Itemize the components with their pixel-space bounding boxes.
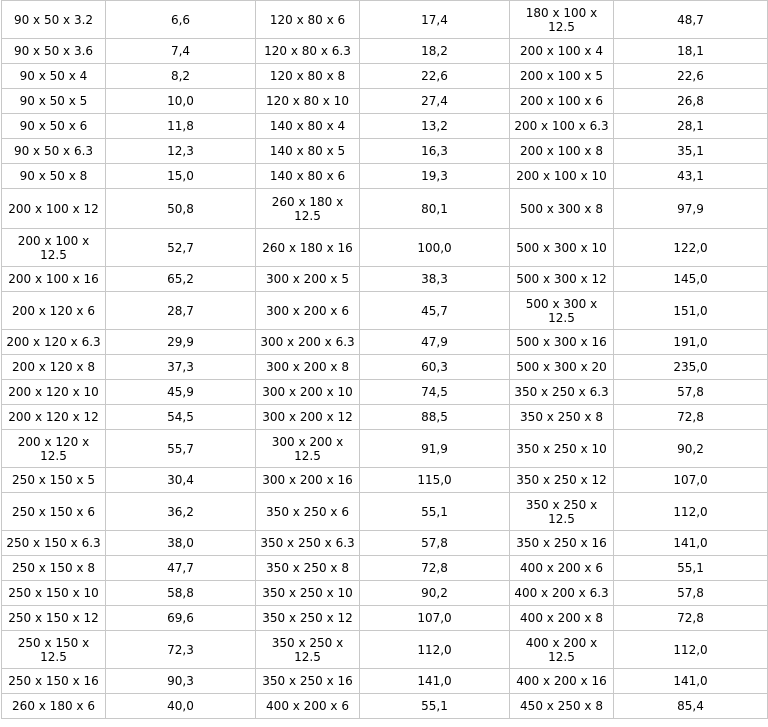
weight-cell: 54,5 <box>106 405 256 430</box>
size-cell: 350 x 250 x 16 <box>510 531 614 556</box>
size-cell: 500 x 300 x 8 <box>510 189 614 229</box>
table-row <box>2 581 768 606</box>
weight-cell: 45,9 <box>106 380 256 405</box>
weight-cell: 122,0 <box>614 229 768 267</box>
weight-cell: 90,2 <box>360 581 510 606</box>
size-cell: 300 x 200 x 8 <box>256 355 360 380</box>
size-cell: 200 x 120 x 6.3 <box>2 330 106 355</box>
weight-cell: 11,8 <box>106 114 256 139</box>
weight-cell: 18,1 <box>614 39 768 64</box>
weight-cell: 141,0 <box>614 669 768 694</box>
weight-cell: 191,0 <box>614 330 768 355</box>
weight-cell: 27,4 <box>360 89 510 114</box>
weight-cell: 72,3 <box>106 631 256 669</box>
size-cell: 400 x 200 x 6 <box>256 694 360 719</box>
size-cell: 200 x 100 x 16 <box>2 267 106 292</box>
size-cell: 250 x 150 x 8 <box>2 556 106 581</box>
size-cell: 250 x 150 x 6.3 <box>2 531 106 556</box>
size-cell: 200 x 120 x 8 <box>2 355 106 380</box>
size-cell: 400 x 200 x 8 <box>510 606 614 631</box>
size-cell: 400 x 200 x 6 <box>510 556 614 581</box>
size-cell: 90 x 50 x 8 <box>2 164 106 189</box>
weight-cell: 112,0 <box>360 631 510 669</box>
size-cell: 90 x 50 x 5 <box>2 89 106 114</box>
weight-cell: 80,1 <box>360 189 510 229</box>
weight-cell: 58,8 <box>106 581 256 606</box>
weight-cell: 90,2 <box>614 430 768 468</box>
weight-cell: 22,6 <box>360 64 510 89</box>
table-row <box>2 380 768 405</box>
weight-cell: 28,7 <box>106 292 256 330</box>
weight-cell: 47,9 <box>360 330 510 355</box>
weight-cell: 55,1 <box>360 493 510 531</box>
table-row <box>2 694 768 719</box>
size-cell: 500 x 300 x 10 <box>510 229 614 267</box>
size-cell: 250 x 150 x 12 <box>2 606 106 631</box>
weight-cell: 107,0 <box>360 606 510 631</box>
table-body <box>2 1 768 719</box>
size-cell: 120 x 80 x 8 <box>256 64 360 89</box>
weight-cell: 90,3 <box>106 669 256 694</box>
table-row <box>2 164 768 189</box>
size-cell: 350 x 250 x 8 <box>510 405 614 430</box>
weight-cell: 55,1 <box>614 556 768 581</box>
size-cell: 300 x 200 x 6 <box>256 292 360 330</box>
size-cell: 200 x 120 x 12.5 <box>2 430 106 468</box>
size-cell: 90 x 50 x 3.6 <box>2 39 106 64</box>
weight-cell: 40,0 <box>106 694 256 719</box>
table-row <box>2 1 768 39</box>
table-row <box>2 430 768 468</box>
size-cell: 260 x 180 x 16 <box>256 229 360 267</box>
weight-cell: 107,0 <box>614 468 768 493</box>
weight-cell: 15,0 <box>106 164 256 189</box>
weight-cell: 13,2 <box>360 114 510 139</box>
size-cell: 200 x 100 x 6.3 <box>510 114 614 139</box>
weight-cell: 8,2 <box>106 64 256 89</box>
table-row <box>2 39 768 64</box>
weight-cell: 45,7 <box>360 292 510 330</box>
size-cell: 350 x 250 x 16 <box>256 669 360 694</box>
size-cell: 260 x 180 x 6 <box>2 694 106 719</box>
size-cell: 500 x 300 x 12 <box>510 267 614 292</box>
size-cell: 200 x 100 x 4 <box>510 39 614 64</box>
size-cell: 90 x 50 x 6 <box>2 114 106 139</box>
size-cell: 350 x 250 x 12.5 <box>256 631 360 669</box>
weight-cell: 50,8 <box>106 189 256 229</box>
size-cell: 300 x 200 x 12.5 <box>256 430 360 468</box>
size-cell: 140 x 80 x 5 <box>256 139 360 164</box>
size-cell: 300 x 200 x 6.3 <box>256 330 360 355</box>
size-cell: 350 x 250 x 6.3 <box>256 531 360 556</box>
weight-cell: 30,4 <box>106 468 256 493</box>
weight-cell: 18,2 <box>360 39 510 64</box>
table-row <box>2 330 768 355</box>
size-cell: 120 x 80 x 6.3 <box>256 39 360 64</box>
weight-cell: 72,8 <box>614 405 768 430</box>
weight-cell: 26,8 <box>614 89 768 114</box>
size-cell: 180 x 100 x 12.5 <box>510 1 614 39</box>
weight-cell: 72,8 <box>360 556 510 581</box>
weight-cell: 52,7 <box>106 229 256 267</box>
size-cell: 250 x 150 x 10 <box>2 581 106 606</box>
weight-cell: 57,8 <box>360 531 510 556</box>
weight-cell: 91,9 <box>360 430 510 468</box>
steel-profile-table <box>1 0 768 719</box>
size-cell: 350 x 250 x 6 <box>256 493 360 531</box>
size-cell: 500 x 300 x 20 <box>510 355 614 380</box>
size-cell: 350 x 250 x 10 <box>510 430 614 468</box>
weight-cell: 55,1 <box>360 694 510 719</box>
weight-cell: 38,0 <box>106 531 256 556</box>
size-cell: 200 x 100 x 8 <box>510 139 614 164</box>
table-row <box>2 669 768 694</box>
size-cell: 250 x 150 x 12.5 <box>2 631 106 669</box>
weight-cell: 55,7 <box>106 430 256 468</box>
weight-cell: 141,0 <box>614 531 768 556</box>
table-row <box>2 405 768 430</box>
weight-cell: 88,5 <box>360 405 510 430</box>
size-cell: 350 x 250 x 12.5 <box>510 493 614 531</box>
size-cell: 250 x 150 x 6 <box>2 493 106 531</box>
size-cell: 260 x 180 x 12.5 <box>256 189 360 229</box>
size-cell: 140 x 80 x 6 <box>256 164 360 189</box>
size-cell: 200 x 120 x 12 <box>2 405 106 430</box>
table-row <box>2 64 768 89</box>
size-cell: 300 x 200 x 10 <box>256 380 360 405</box>
table-row <box>2 189 768 229</box>
weight-cell: 6,6 <box>106 1 256 39</box>
size-cell: 200 x 100 x 5 <box>510 64 614 89</box>
size-cell: 200 x 100 x 6 <box>510 89 614 114</box>
weight-cell: 57,8 <box>614 581 768 606</box>
size-cell: 400 x 200 x 12.5 <box>510 631 614 669</box>
weight-cell: 38,3 <box>360 267 510 292</box>
weight-cell: 72,8 <box>614 606 768 631</box>
table-row <box>2 89 768 114</box>
table-row <box>2 139 768 164</box>
size-cell: 350 x 250 x 6.3 <box>510 380 614 405</box>
size-cell: 300 x 200 x 12 <box>256 405 360 430</box>
table-row <box>2 556 768 581</box>
table-row <box>2 531 768 556</box>
weight-cell: 112,0 <box>614 631 768 669</box>
weight-cell: 19,3 <box>360 164 510 189</box>
size-cell: 200 x 100 x 12 <box>2 189 106 229</box>
size-cell: 350 x 250 x 12 <box>510 468 614 493</box>
weight-cell: 22,6 <box>614 64 768 89</box>
weight-cell: 97,9 <box>614 189 768 229</box>
size-cell: 90 x 50 x 6.3 <box>2 139 106 164</box>
weight-cell: 43,1 <box>614 164 768 189</box>
size-cell: 90 x 50 x 3.2 <box>2 1 106 39</box>
table-row <box>2 267 768 292</box>
weight-cell: 60,3 <box>360 355 510 380</box>
size-cell: 450 x 250 x 8 <box>510 694 614 719</box>
weight-cell: 235,0 <box>614 355 768 380</box>
weight-cell: 37,3 <box>106 355 256 380</box>
size-cell: 120 x 80 x 10 <box>256 89 360 114</box>
size-cell: 350 x 250 x 8 <box>256 556 360 581</box>
weight-cell: 65,2 <box>106 267 256 292</box>
size-cell: 200 x 100 x 12.5 <box>2 229 106 267</box>
weight-cell: 35,1 <box>614 139 768 164</box>
weight-cell: 69,6 <box>106 606 256 631</box>
size-cell: 500 x 300 x 12.5 <box>510 292 614 330</box>
size-cell: 90 x 50 x 4 <box>2 64 106 89</box>
size-cell: 300 x 200 x 5 <box>256 267 360 292</box>
weight-cell: 112,0 <box>614 493 768 531</box>
size-cell: 200 x 120 x 10 <box>2 380 106 405</box>
size-cell: 200 x 120 x 6 <box>2 292 106 330</box>
size-cell: 500 x 300 x 16 <box>510 330 614 355</box>
size-cell: 140 x 80 x 4 <box>256 114 360 139</box>
size-cell: 350 x 250 x 12 <box>256 606 360 631</box>
size-cell: 400 x 200 x 6.3 <box>510 581 614 606</box>
weight-cell: 74,5 <box>360 380 510 405</box>
size-cell: 120 x 80 x 6 <box>256 1 360 39</box>
table-row <box>2 631 768 669</box>
size-cell: 250 x 150 x 5 <box>2 468 106 493</box>
size-cell: 250 x 150 x 16 <box>2 669 106 694</box>
table-row <box>2 493 768 531</box>
weight-cell: 85,4 <box>614 694 768 719</box>
weight-cell: 145,0 <box>614 267 768 292</box>
weight-cell: 48,7 <box>614 1 768 39</box>
weight-cell: 10,0 <box>106 89 256 114</box>
table-row <box>2 606 768 631</box>
weight-cell: 16,3 <box>360 139 510 164</box>
weight-cell: 7,4 <box>106 39 256 64</box>
weight-cell: 17,4 <box>360 1 510 39</box>
weight-cell: 115,0 <box>360 468 510 493</box>
size-cell: 200 x 100 x 10 <box>510 164 614 189</box>
size-cell: 350 x 250 x 10 <box>256 581 360 606</box>
table-row <box>2 292 768 330</box>
weight-cell: 36,2 <box>106 493 256 531</box>
weight-cell: 100,0 <box>360 229 510 267</box>
size-cell: 400 x 200 x 16 <box>510 669 614 694</box>
weight-cell: 29,9 <box>106 330 256 355</box>
size-cell: 300 x 200 x 16 <box>256 468 360 493</box>
table-row <box>2 468 768 493</box>
weight-cell: 141,0 <box>360 669 510 694</box>
weight-cell: 151,0 <box>614 292 768 330</box>
table-row <box>2 114 768 139</box>
weight-cell: 57,8 <box>614 380 768 405</box>
table-row <box>2 229 768 267</box>
table-row <box>2 355 768 380</box>
weight-cell: 47,7 <box>106 556 256 581</box>
weight-cell: 12,3 <box>106 139 256 164</box>
weight-cell: 28,1 <box>614 114 768 139</box>
